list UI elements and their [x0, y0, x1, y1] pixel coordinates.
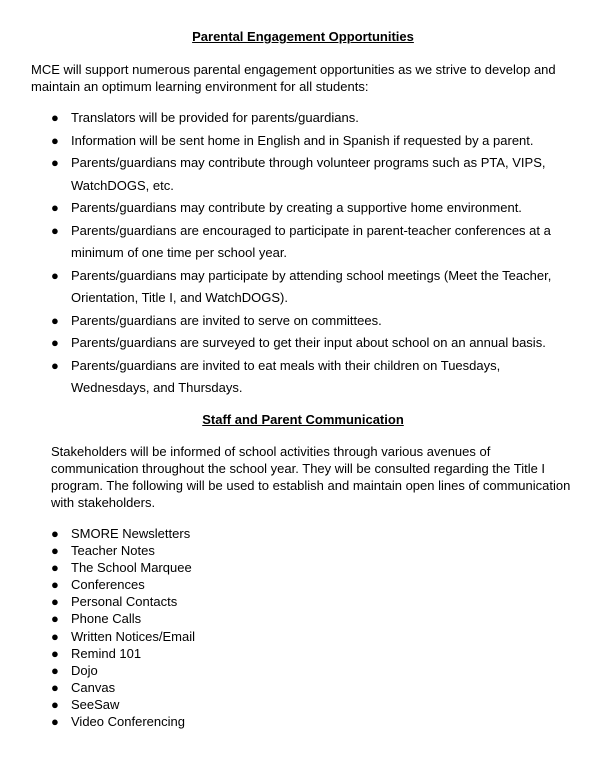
list-item-text: Parents/guardians are invited to eat meals with their children on Tuesdays, Wednesdays, and Thursdays.	[71, 357, 501, 395]
list-item-text: Parents/guardians are surveyed to get their input about school on an annual basis.	[71, 335, 546, 350]
communication-intro: Stakeholders will be informed of school activities through various avenues of communication throughout the school year. They will be consulted regarding the Title I program. The following will be used to establish and maintain open lines of communication with stakeholders.	[51, 444, 571, 510]
list-item	[51, 559, 571, 576]
list-item	[51, 107, 571, 130]
bullet-icon: ●	[51, 577, 59, 593]
bullet-icon: ●	[51, 526, 59, 541]
list-item-text: Canvas	[71, 679, 116, 695]
bullet-icon: ●	[51, 357, 59, 373]
section-heading-parental-engagement: Parental Engagement Opportunities	[192, 29, 414, 44]
list-item-text: SeeSaw	[71, 696, 120, 712]
list-item	[51, 713, 571, 730]
bullet-icon: ●	[51, 222, 59, 238]
section-heading-staff-parent-communication: Staff and Parent Communication	[202, 412, 404, 427]
list-item	[51, 220, 571, 265]
list-item-text: Parents/guardians may contribute by creating a supportive home environment.	[71, 200, 522, 215]
list-item	[51, 542, 571, 559]
list-item	[51, 610, 571, 627]
bullet-icon: ●	[51, 110, 59, 125]
list-item	[51, 130, 571, 153]
bullet-icon: ●	[51, 543, 59, 559]
list-item-text: Parents/guardians may contribute through volunteer programs such as PTA, VIPS, WatchDOGS, etc.	[71, 155, 546, 193]
bullet-icon: ●	[51, 560, 59, 576]
bullet-icon: ●	[51, 312, 59, 328]
list-item	[51, 355, 571, 400]
parental-engagement-intro: MCE will support numerous parental engagement opportunities as we strive to develop and maintain an optimum learning environment for all students:	[31, 62, 556, 94]
list-item	[51, 679, 571, 696]
bullet-icon: ●	[51, 696, 59, 712]
list-item	[51, 525, 571, 542]
list-item-text: Parents/guardians may participate by attending school meetings (Meet the Teacher, Orientation, Title I, and WatchDOGS).	[71, 267, 552, 305]
list-item	[51, 576, 571, 593]
list-item	[51, 332, 571, 355]
parental-engagement-list	[51, 107, 571, 400]
bullet-icon: ●	[51, 611, 59, 627]
list-item-text: Teacher Notes	[71, 543, 155, 559]
bullet-icon: ●	[51, 679, 59, 695]
bullet-icon: ●	[51, 645, 59, 661]
list-item-text: Parents/guardians are encouraged to participate in parent-teacher conferences at a minimum of one time per school year.	[71, 222, 551, 260]
list-item-text: Conferences	[71, 577, 145, 593]
bullet-icon: ●	[51, 628, 59, 644]
list-item	[51, 197, 571, 220]
list-item	[51, 696, 571, 713]
list-item	[51, 310, 571, 333]
bullet-icon: ●	[51, 155, 59, 170]
list-item-text: Information will be sent home in English and in Spanish if requested by a parent.	[71, 132, 534, 148]
list-item-text: Video Conferencing	[71, 714, 185, 730]
list-item-text: Written Notices/Email	[71, 628, 196, 644]
list-item-text: Parents/guardians are invited to serve on committees.	[71, 312, 382, 328]
list-item	[51, 628, 571, 645]
list-item-text: The School Marquee	[71, 560, 192, 576]
bullet-icon: ●	[51, 335, 59, 350]
bullet-icon: ●	[51, 662, 59, 678]
bullet-icon: ●	[51, 200, 59, 215]
list-item-text: Remind 101	[71, 645, 142, 661]
bullet-icon: ●	[51, 714, 59, 730]
list-item	[51, 645, 571, 662]
communication-methods-list	[51, 525, 571, 730]
list-item-text: Personal Contacts	[71, 594, 178, 610]
list-item	[51, 593, 571, 610]
list-item	[51, 152, 571, 197]
list-item-text: Translators will be provided for parents/guardians.	[71, 110, 359, 125]
list-item	[51, 265, 571, 310]
bullet-icon: ●	[51, 267, 59, 283]
list-item	[51, 662, 571, 679]
bullet-icon: ●	[51, 132, 59, 148]
list-item-text: Dojo	[71, 662, 98, 678]
list-item-text: SMORE Newsletters	[71, 526, 191, 541]
bullet-icon: ●	[51, 594, 59, 610]
list-item-text: Phone Calls	[71, 611, 142, 627]
